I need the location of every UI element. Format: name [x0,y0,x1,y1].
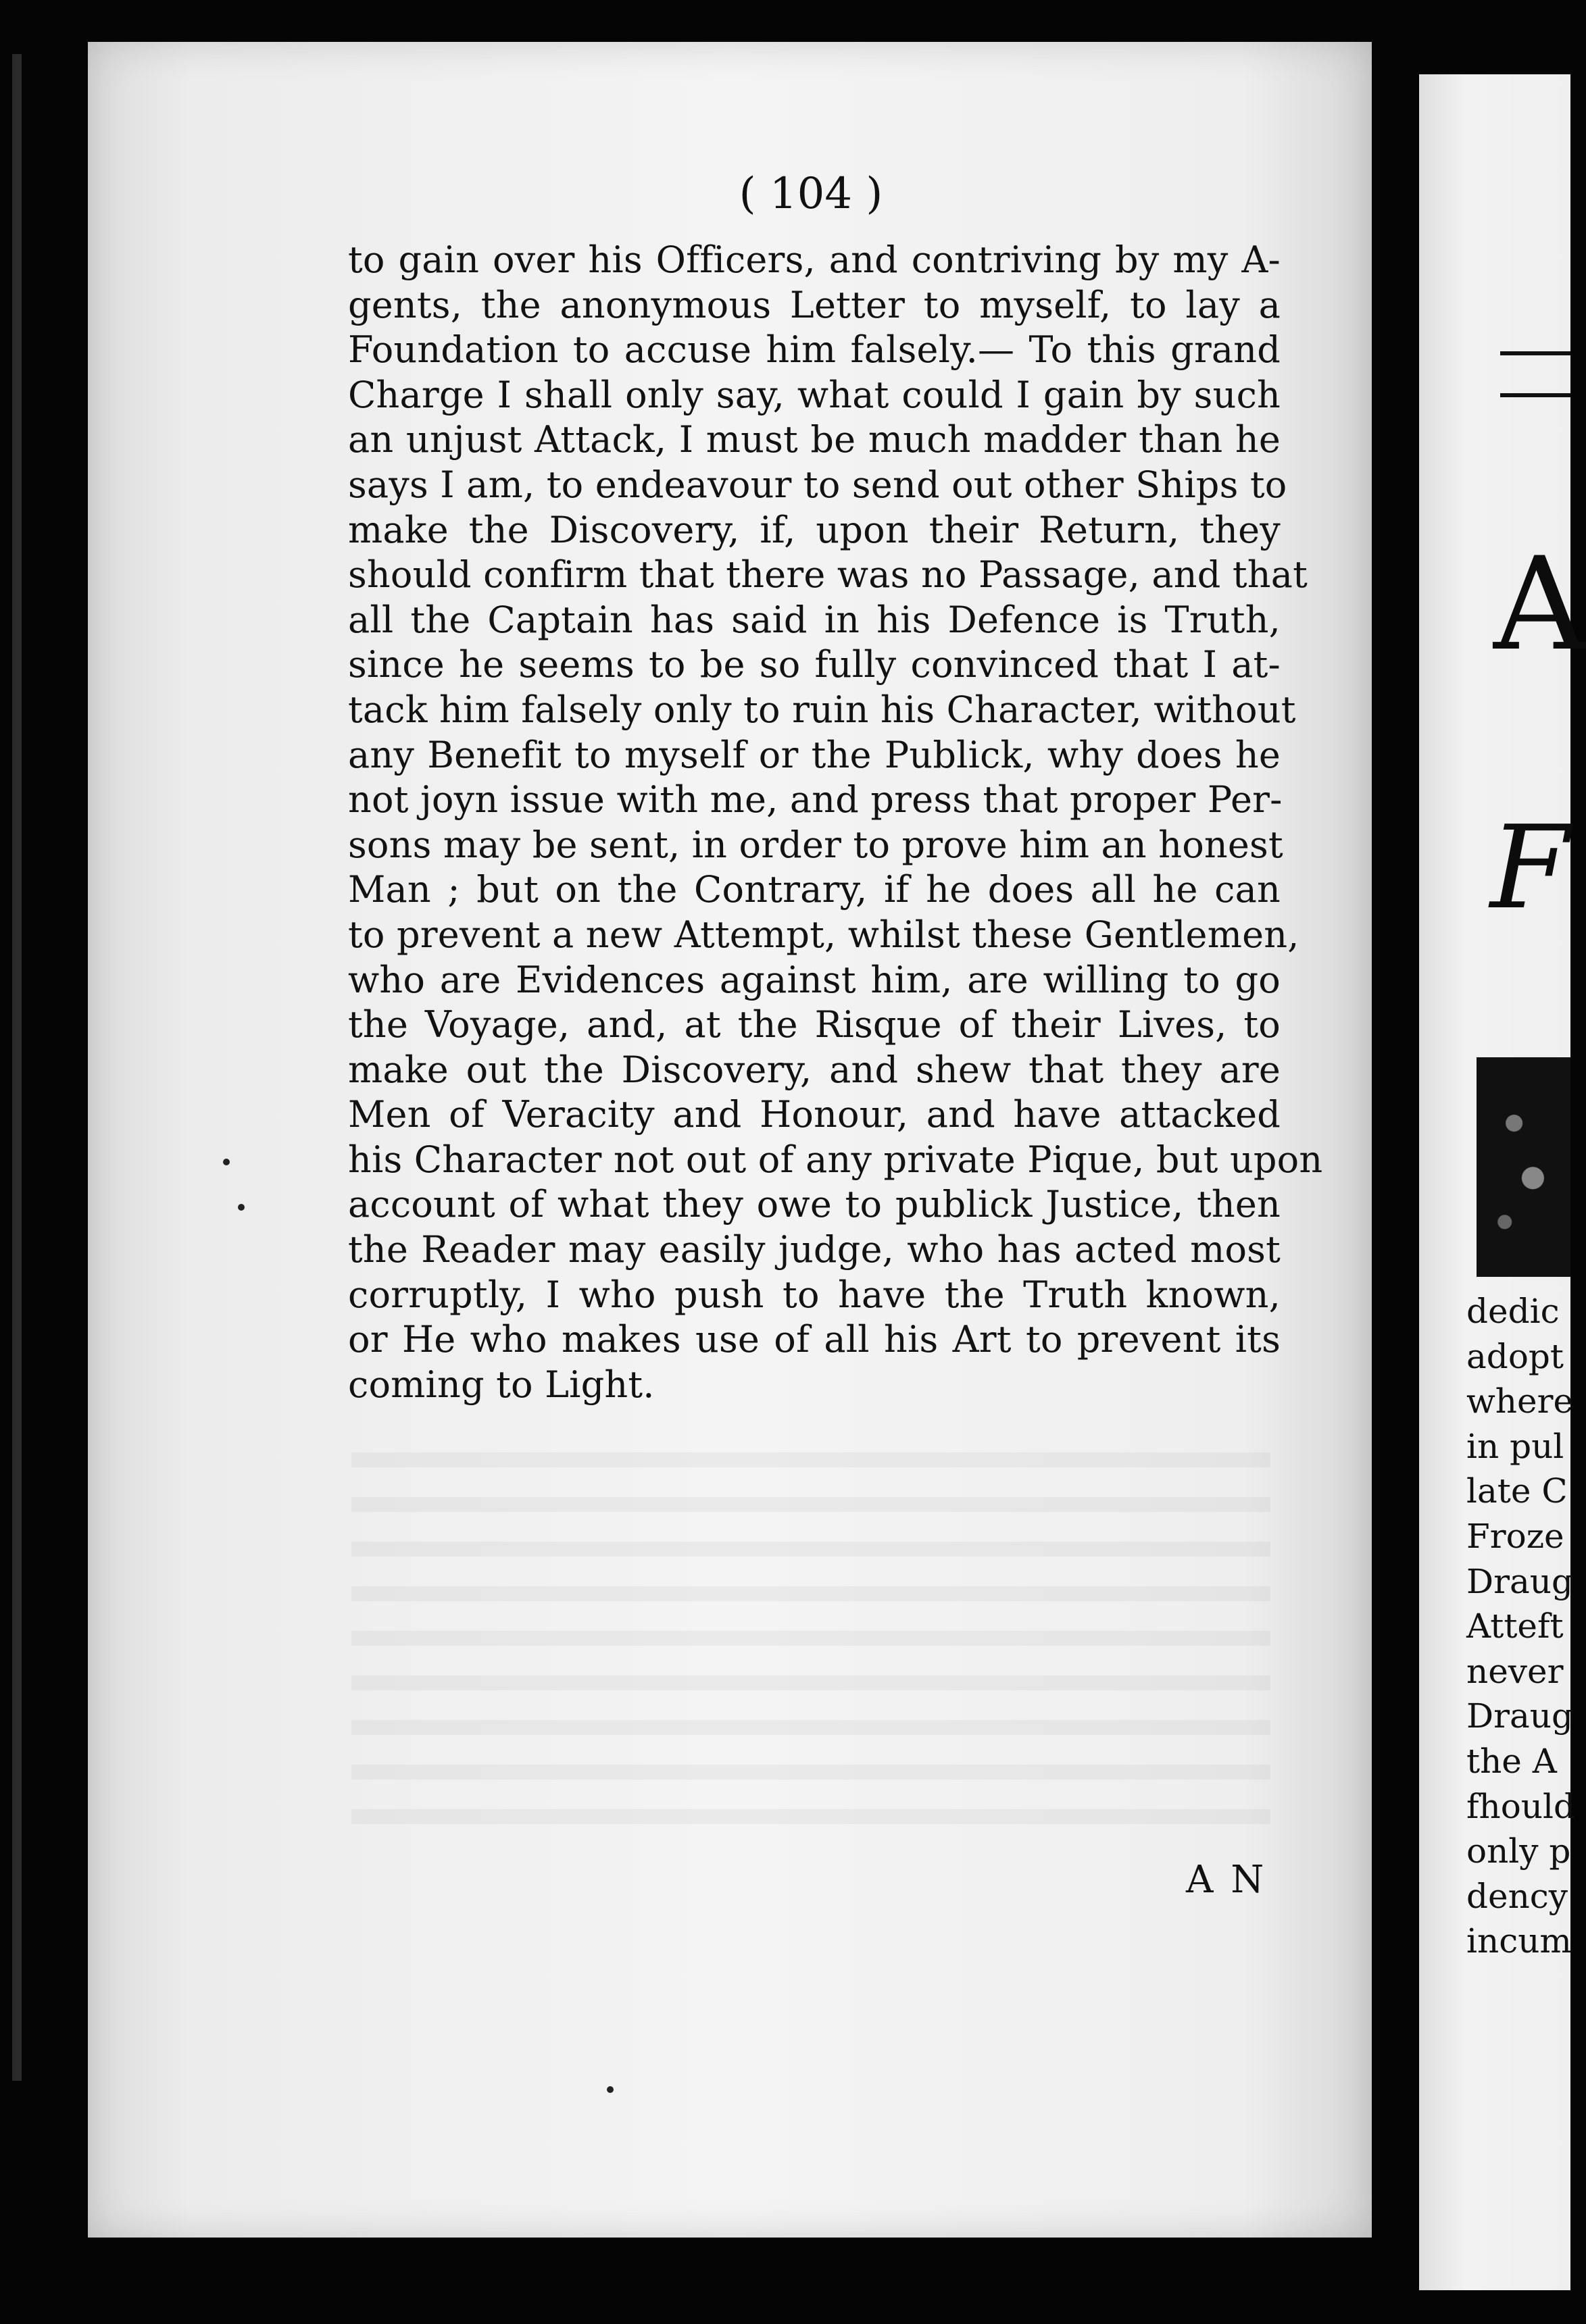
text-line: never [1466,1651,1564,1691]
text-line: adopt [1466,1336,1564,1376]
text-line: Men of Veracity and Honour, and have attacked [348,1093,1281,1136]
text-line: Foundation to accuse him falsely.— To this grand [348,328,1281,372]
text-line: says I am, to endeavour to send out other Ships to [348,463,1287,506]
large-initial-f: F [1490,801,1570,935]
text-line: the Reader may easily judge, who has acted most [348,1228,1281,1271]
text-line: or He who makes use of all his Art to prevent its [348,1318,1281,1361]
ink-speck [238,1204,245,1211]
rule-line [1500,351,1570,355]
text-line: make the Discovery, if, upon their Return, they [348,508,1281,551]
text-line: an unjust Attack, I must be much madder than he [348,418,1281,461]
text-line: Man ; but on the Contrary, if he does all he can [348,868,1281,911]
text-line: in pul [1466,1426,1564,1466]
large-initial-a: A [1493,530,1586,679]
catchword: A N [1186,1858,1267,1902]
text-line: who are Evidences against him, are willing to go [348,958,1281,1001]
text-line: should confirm that there was no Passage, and that [348,553,1308,597]
text-line: any Benefit to myself or the Publick, why does he [348,733,1281,776]
text-line: the A [1466,1741,1557,1781]
text-line: dency [1466,1876,1568,1916]
body-text [348,238,1323,1407]
text-line: tack him falsely only to ruin his Character, without [348,688,1296,731]
text-line: sons may be sent, in order to prove him an honest [348,823,1283,866]
text-line: corruptly, I who push to have the Truth known, [348,1273,1281,1316]
text-line: only p [1466,1832,1571,1871]
text-line: the Voyage, and, at the Risque of their Lives, to [348,1003,1281,1046]
ornamental-initial [1477,1057,1570,1277]
text-line: incum [1466,1921,1572,1961]
text-line: where [1466,1382,1574,1421]
right-page-text [1466,1289,1576,1964]
text-line: gents, the anonymous Letter to myself, to lay a [348,283,1281,326]
ink-speck [607,2086,614,2093]
rule-line [1500,393,1570,397]
text-line: coming to Light. [348,1363,655,1406]
text-line: Draug [1466,1696,1574,1736]
text-line: late C [1466,1471,1568,1511]
text-line: Atteft [1466,1607,1564,1646]
text-line: since he seems to be so fully convinced that I at- [348,643,1281,686]
text-line: Charge I shall only say, what could I gain by such [348,373,1281,416]
text-line: his Character not out of any private Pique, but upon [348,1138,1323,1181]
ink-speck [223,1159,230,1165]
text-line: account of what they owe to publick Justice, then [348,1183,1281,1226]
text-line: fhould [1466,1786,1576,1826]
text-line: Draug [1466,1561,1574,1601]
text-line: dedic [1466,1292,1560,1331]
show-through-text [351,1452,1270,1831]
left-binding-edge [12,54,22,2081]
text-line: to prevent a new Attempt, whilst these Gentlemen, [348,913,1299,956]
page-number: ( 104 ) [739,169,883,219]
text-line: not joyn issue with me, and press that proper Per- [348,778,1283,822]
text-line: Froze [1466,1516,1564,1556]
text-line: make out the Discovery, and shew that they are [348,1048,1281,1091]
text-line: all the Captain has said in his Defence is Truth, [348,598,1281,641]
text-line: to gain over his Officers, and contriving by my A- [348,238,1281,281]
